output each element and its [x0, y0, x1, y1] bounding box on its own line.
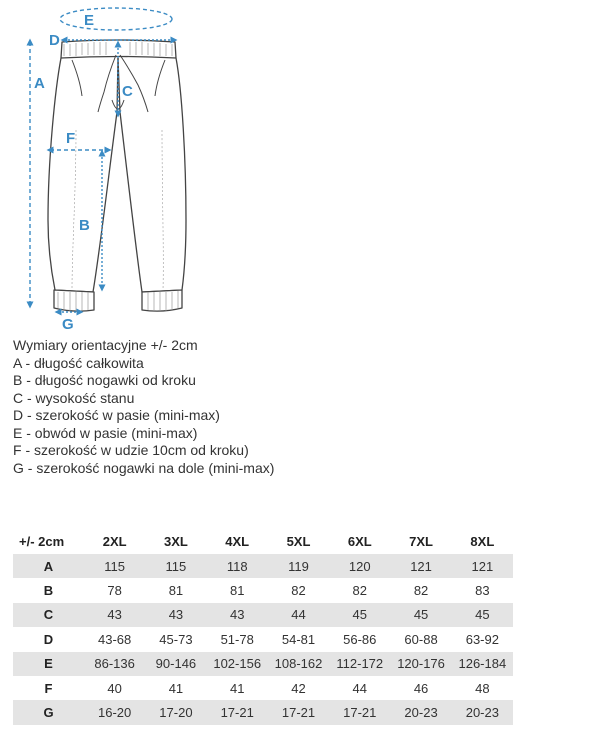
table-row [13, 627, 513, 651]
row-label: C [13, 603, 84, 627]
label-a: A [34, 75, 45, 92]
table-cell: 120 [329, 554, 390, 578]
table-cell: 121 [452, 554, 513, 578]
row-label: A [13, 554, 84, 578]
legend-title: Wymiary orientacyjne +/- 2cm [13, 337, 198, 353]
table-cell: 17-21 [329, 700, 390, 724]
table-header-row [13, 528, 513, 554]
table-cell: 56-86 [329, 627, 390, 651]
table-cell: 121 [390, 554, 451, 578]
pants-outline-icon [48, 40, 186, 311]
table-cell: 48 [452, 676, 513, 700]
size-header: 8XL [470, 533, 495, 549]
table-cell: 43 [84, 603, 145, 627]
label-b: B [79, 217, 90, 234]
label-c: C [122, 83, 133, 100]
size-header: 7XL [409, 533, 433, 549]
table-row [13, 578, 513, 602]
table-cell: 20-23 [390, 700, 451, 724]
legend-item-a: A - długość całkowita [13, 354, 144, 371]
table-cell: 115 [84, 554, 145, 578]
table-cell: 17-21 [268, 700, 329, 724]
table-cell: 108-162 [268, 652, 329, 676]
table-cell: 44 [329, 676, 390, 700]
table-row [13, 652, 513, 676]
table-cell: 44 [268, 603, 329, 627]
label-d: D [49, 32, 60, 49]
row-label: F [13, 676, 84, 700]
legend-item-g: G - szerokość nogawki na dole (mini-max) [13, 459, 275, 476]
label-g: G [62, 316, 74, 333]
table-cell: 41 [145, 676, 206, 700]
table-cell: 54-81 [268, 627, 329, 651]
table-cell: 45-73 [145, 627, 206, 651]
table-cell: 42 [268, 676, 329, 700]
table-cell: 82 [390, 578, 451, 602]
table-cell: 41 [207, 676, 268, 700]
legend-item-d: D - szerokość w pasie (mini-max) [13, 407, 220, 423]
legend-item-b: B - długość nogawki od kroku [13, 372, 196, 388]
table-cell: 78 [84, 578, 145, 602]
table-cell: 20-23 [452, 700, 513, 724]
legend-item-e: E - obwód w pasie (mini-max) [13, 424, 198, 441]
table-cell: 81 [145, 578, 206, 602]
table-cell: 126-184 [452, 652, 513, 676]
row-label: E [13, 652, 84, 676]
table-row [13, 700, 513, 724]
table-cell: 120-176 [390, 652, 451, 676]
dimensions-legend [13, 337, 413, 477]
row-label: G [13, 700, 84, 724]
table-body [13, 554, 513, 725]
size-header: 2XL [102, 533, 127, 549]
table-cell: 118 [207, 554, 268, 578]
table-cell: 112-172 [329, 652, 390, 676]
label-f: F [66, 130, 76, 147]
row-label: D [13, 627, 84, 651]
table-cell: 17-20 [145, 700, 206, 724]
legend-item-f: F - szerokość w udzie 10cm od kroku) [13, 442, 249, 458]
table-cell: 45 [329, 603, 390, 627]
table-cell: 86-136 [84, 652, 145, 676]
table-cell: 83 [452, 578, 513, 602]
size-table [13, 528, 513, 725]
label-e: E [84, 12, 95, 29]
pants-size-diagram [0, 0, 220, 335]
table-cell: 40 [84, 676, 145, 700]
table-row [13, 603, 513, 627]
row-label: B [13, 578, 84, 602]
table-cell: 46 [390, 676, 451, 700]
table-cell: 81 [207, 578, 268, 602]
table-row [13, 676, 513, 700]
table-cell: 90-146 [145, 652, 206, 676]
table-cell: 45 [390, 603, 451, 627]
table-cell: 115 [145, 554, 206, 578]
table-cell: 43 [145, 603, 206, 627]
table-cell: 51-78 [207, 627, 268, 651]
table-cell: 16-20 [84, 700, 145, 724]
table-cell: 43 [207, 603, 268, 627]
table-corner-header: +/- 2cm [19, 533, 65, 549]
table-cell: 43-68 [84, 627, 145, 651]
table-row [13, 554, 513, 578]
table-cell: 82 [329, 578, 390, 602]
size-header: 5XL [286, 533, 311, 549]
size-header: 6XL [347, 533, 372, 549]
table-cell: 119 [268, 554, 329, 578]
table-cell: 60-88 [390, 627, 451, 651]
table-cell: 17-21 [207, 700, 268, 724]
table-cell: 102-156 [207, 652, 268, 676]
table-cell: 63-92 [452, 627, 513, 651]
size-header: 4XL [225, 533, 250, 549]
table-cell: 45 [452, 603, 513, 627]
size-header: 3XL [164, 533, 188, 549]
table-cell: 82 [268, 578, 329, 602]
legend-item-c: C - wysokość stanu [13, 389, 135, 406]
